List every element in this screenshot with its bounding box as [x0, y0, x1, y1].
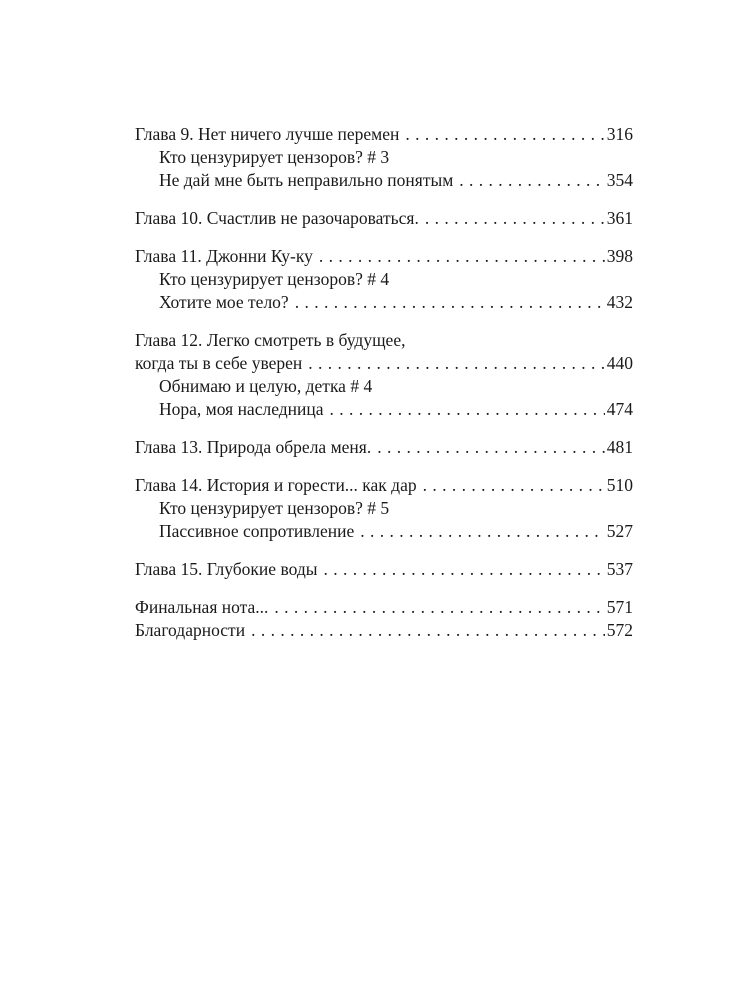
dot-leader	[251, 619, 605, 642]
toc-page-number: 440	[606, 353, 633, 373]
toc-page-number: 354	[606, 170, 633, 190]
toc-entry-chapter-13[interactable]	[135, 436, 633, 459]
toc-entry-title: Кто цензурирует цензоров? # 4	[159, 269, 390, 289]
dot-leader	[330, 398, 605, 421]
toc-entry-chapter-14[interactable]	[135, 474, 633, 497]
toc-entry-chapter-15[interactable]	[135, 558, 633, 581]
toc-page-number: 361	[606, 208, 633, 228]
toc-page-number: 432	[606, 292, 633, 312]
dot-leader	[274, 596, 604, 619]
dot-leader	[377, 436, 605, 459]
toc-entry-title: Глава 14. История и горести... как дар	[135, 475, 417, 495]
toc-entry-title: Финальная нота...	[135, 597, 269, 617]
toc-entry-title: Глава 9. Нет ничего лучше перемен	[135, 124, 400, 144]
dot-leader	[324, 558, 605, 581]
dot-leader	[423, 474, 605, 497]
toc-entry-title: Хотите мое тело?	[159, 292, 289, 312]
toc-entry-subsection[interactable]	[135, 268, 633, 291]
toc-entry-title: когда ты в себе уверен	[135, 353, 303, 373]
toc-page-number: 572	[606, 620, 633, 640]
toc-page-number: 527	[606, 521, 633, 541]
dot-leader	[459, 169, 604, 192]
dot-leader	[425, 207, 605, 230]
toc-entry-subsection[interactable]	[135, 291, 633, 314]
dot-leader	[360, 520, 605, 543]
toc-entry-subsection[interactable]	[135, 169, 633, 192]
toc-entry-title: Глава 12. Легко смотреть в будущее,	[135, 330, 406, 350]
dot-leader	[295, 291, 605, 314]
dot-leader	[308, 352, 604, 375]
dot-leader	[405, 123, 604, 146]
toc-entry-subsection[interactable]	[135, 520, 633, 543]
toc-entry-title: Глава 15. Глубокие воды	[135, 559, 318, 579]
toc-page-number: 474	[606, 399, 633, 419]
toc-entry-acknowledgements[interactable]	[135, 619, 633, 642]
toc-page-number: 510	[606, 475, 633, 495]
toc-page-number: 571	[606, 597, 633, 617]
toc-entry-title: Кто цензурирует цензоров? # 5	[159, 498, 390, 518]
dot-leader	[319, 245, 605, 268]
toc-entry-title: Глава 10. Счастлив не разочароваться.	[135, 208, 419, 228]
toc-entry-title: Кто цензурирует цензоров? # 3	[159, 147, 390, 167]
toc-entry-title: Не дай мне быть неправильно понятым	[159, 170, 454, 190]
toc-entry-chapter-9[interactable]	[135, 123, 633, 146]
toc-entry-title: Глава 13. Природа обрела меня.	[135, 437, 372, 457]
toc-entry-title: Нора, моя наследница	[159, 399, 324, 419]
toc-page-number: 316	[606, 124, 633, 144]
toc-entry-subsection[interactable]	[135, 375, 633, 398]
toc-page-number: 481	[606, 437, 633, 457]
toc-entry-chapter-12[interactable]	[135, 329, 633, 352]
toc-entry-title: Обнимаю и целую, детка # 4	[159, 376, 373, 396]
toc-entry-title: Благодарности	[135, 620, 246, 640]
toc-entry-subsection[interactable]	[135, 497, 633, 520]
toc-page-number: 398	[606, 246, 633, 266]
toc-entry-chapter-10[interactable]	[135, 207, 633, 230]
toc-entry-title: Пассивное сопротивление	[159, 521, 355, 541]
toc-entry-title: Глава 11. Джонни Ку-ку	[135, 246, 313, 266]
toc-entry-subsection[interactable]	[135, 398, 633, 421]
toc-entry-subsection[interactable]	[135, 146, 633, 169]
toc-entry-chapter-12-continued[interactable]	[135, 352, 633, 375]
toc-entry-chapter-11[interactable]	[135, 245, 633, 268]
table-of-contents	[135, 123, 633, 642]
toc-page-number: 537	[606, 559, 633, 579]
toc-entry-final-note[interactable]	[135, 596, 633, 619]
